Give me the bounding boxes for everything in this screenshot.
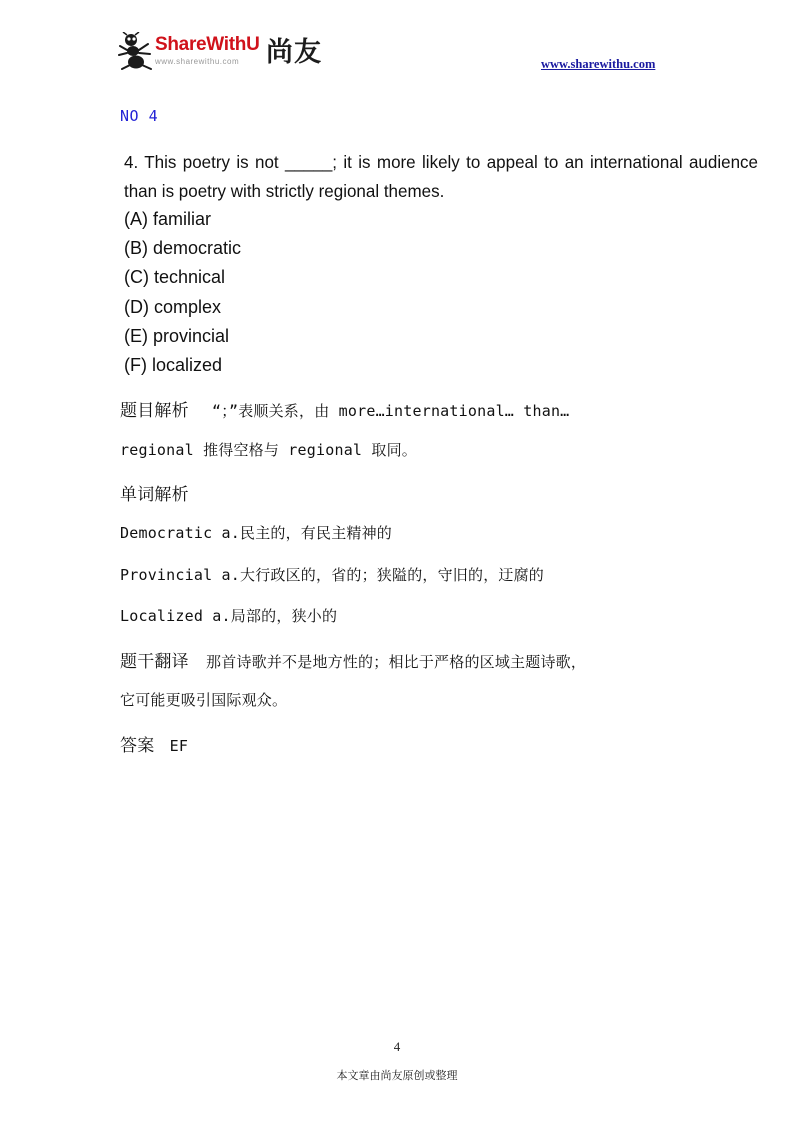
question-number: NO 4	[120, 107, 159, 125]
vocab-item-provincial: Provincial a.大行政区的，省的；狭隘的，守旧的，迂腐的	[120, 566, 545, 584]
option-f: (F) localized	[124, 355, 223, 376]
analysis-line-1	[120, 396, 569, 421]
website-link[interactable]: www.sharewithu.com	[541, 57, 656, 71]
option-e: (E) provincial	[124, 325, 230, 346]
logo-chinese-text: 尚友	[266, 37, 322, 68]
vocab-item-localized: Localized a.局部的，狭小的	[120, 607, 338, 625]
option-b: (B) democratic	[124, 238, 242, 259]
option-d: (D) complex	[124, 296, 222, 317]
footer-note: 本文章由尚友原创或整理	[336, 1069, 458, 1082]
answer-value: EF	[169, 737, 189, 755]
analysis-label: 题目解析	[120, 401, 189, 421]
vocabulary-label: 单词解析	[120, 485, 189, 505]
translation-label: 题干翻译	[120, 652, 189, 672]
vocab-item-democratic: Democratic a.民主的，有民主精神的	[120, 524, 393, 542]
answer-label: 答案	[120, 736, 155, 756]
ant-mascot-icon	[118, 32, 154, 70]
option-list	[124, 205, 241, 380]
option-a: (A) familiar	[124, 209, 212, 229]
analysis-text-2: regional 推得空格与 regional 取同。	[120, 441, 417, 459]
translation-text-1: 那首诗歌并不是地方性的；相比于严格的区域主题诗歌，	[206, 653, 587, 671]
option-c: (C) technical	[124, 267, 226, 288]
answer-line	[120, 731, 188, 756]
question-stem: 4. This poetry is not _____; it is more likely to appeal to an international audience than is poetry with strictly regional themes.	[124, 152, 758, 202]
logo-url-text: www.sharewithu.com	[155, 57, 240, 66]
site-logo[interactable]	[118, 30, 333, 70]
page-number: 4	[393, 1039, 401, 1054]
translation-line-1	[120, 647, 586, 672]
logo-brand-text: ShareWithU	[155, 34, 260, 55]
translation-text-2: 它可能更吸引国际观众。	[120, 691, 288, 709]
analysis-text-1: “；”表顺关系，由 more…international… than…	[212, 402, 570, 420]
